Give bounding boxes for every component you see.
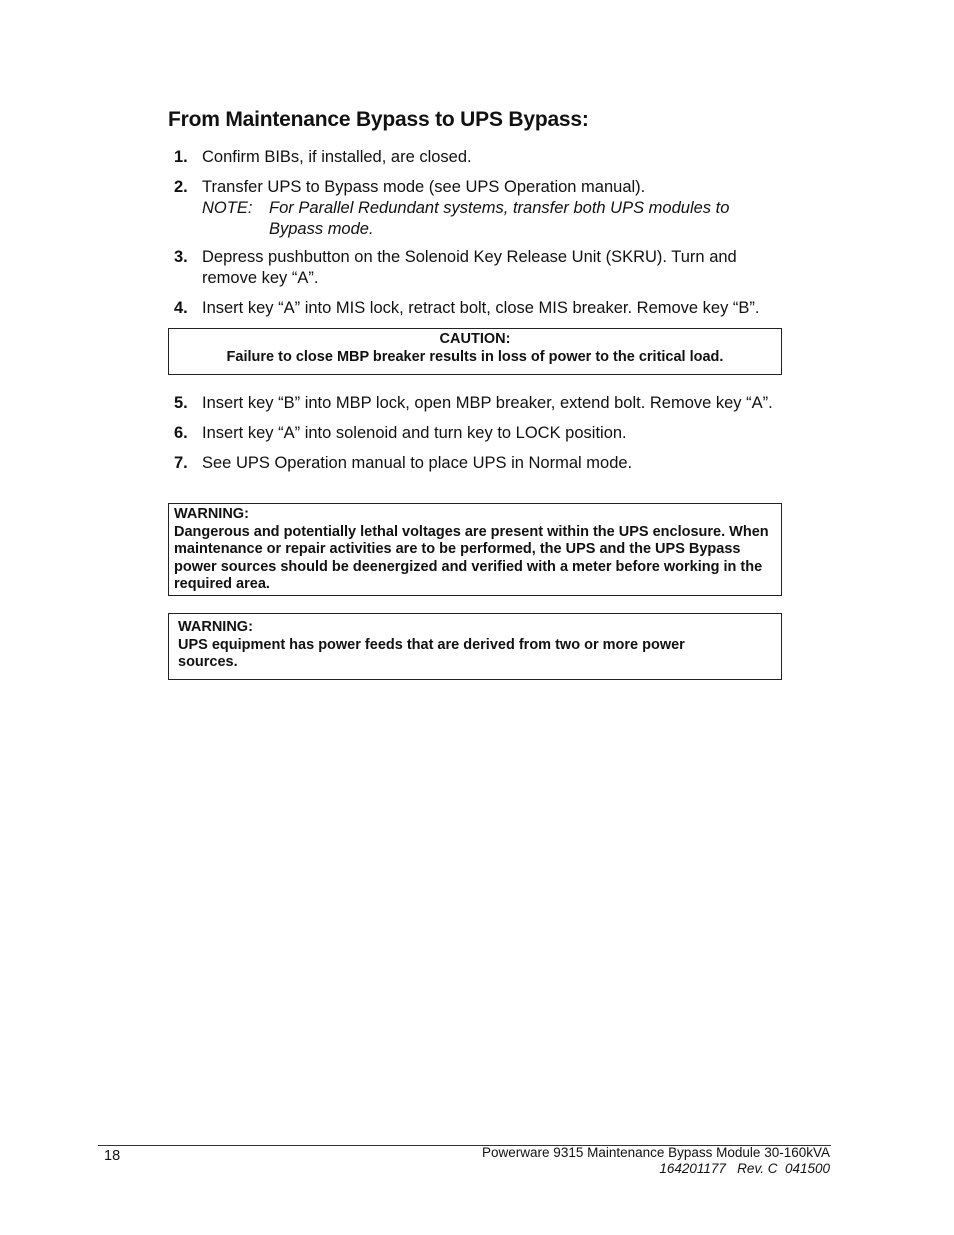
- step-7: [168, 453, 828, 474]
- step-number: 6.: [174, 424, 188, 442]
- warning-box: [168, 613, 782, 680]
- page-number: 18: [104, 1148, 121, 1164]
- step-number: 5.: [174, 394, 188, 412]
- footer-doc-id: 164201177 Rev. C 041500: [659, 1161, 830, 1176]
- step-6: [168, 423, 828, 444]
- step-number: 1.: [174, 148, 188, 166]
- footer: [482, 1145, 830, 1177]
- step-3: [168, 247, 768, 289]
- step-text: Insert key “A” into MIS lock, retract bolt, close MIS breaker. Remove key “B”.: [202, 299, 760, 317]
- step-5: [168, 393, 848, 414]
- note-text: For Parallel Redundant systems, transfer both UPS modules to Bypass mode.: [269, 199, 730, 238]
- caution-text: Failure to close MBP breaker results in loss of power to the critical load.: [226, 348, 724, 365]
- step-number: 4.: [174, 299, 188, 317]
- warning-title: WARNING:: [174, 506, 249, 522]
- step-text: Transfer UPS to Bypass mode (see UPS Operation manual).: [202, 178, 646, 196]
- step-text: Depress pushbutton on the Solenoid Key Release Unit (SKRU). Turn and remove key “A”.: [202, 248, 737, 287]
- step-note: [202, 198, 828, 240]
- section-heading: From Maintenance Bypass to UPS Bypass:: [168, 108, 589, 131]
- warning-title: WARNING:: [178, 619, 253, 635]
- step-number: 2.: [174, 178, 188, 196]
- note-label: NOTE:: [202, 199, 253, 217]
- step-text: Insert key “B” into MBP lock, open MBP breaker, extend bolt. Remove key “A”.: [202, 394, 773, 412]
- warning-text: Dangerous and potentially lethal voltages are present within the UPS enclosure. When maintenance or repair activities are to be performed, the UPS and the UPS Bypass power sources should be deenergized and verified with a meter before working in the required area.: [174, 523, 769, 592]
- step-number: 7.: [174, 454, 188, 472]
- warning-text: UPS equipment has power feeds that are derived from two or more power sources.: [178, 636, 685, 670]
- step-text: Confirm BIBs, if installed, are closed.: [202, 148, 472, 166]
- step-4: [168, 298, 828, 319]
- caution-box: [168, 328, 782, 375]
- step-text: Insert key “A” into solenoid and turn key to LOCK position.: [202, 424, 627, 442]
- step-1: [168, 147, 828, 168]
- step-number: 3.: [174, 248, 188, 266]
- step-text: See UPS Operation manual to place UPS in Normal mode.: [202, 454, 633, 472]
- footer-title: Powerware 9315 Maintenance Bypass Module 30-160kVA: [482, 1145, 830, 1160]
- caution-title: CAUTION:: [439, 331, 511, 347]
- warning-box: [168, 503, 782, 596]
- step-2: [168, 177, 828, 240]
